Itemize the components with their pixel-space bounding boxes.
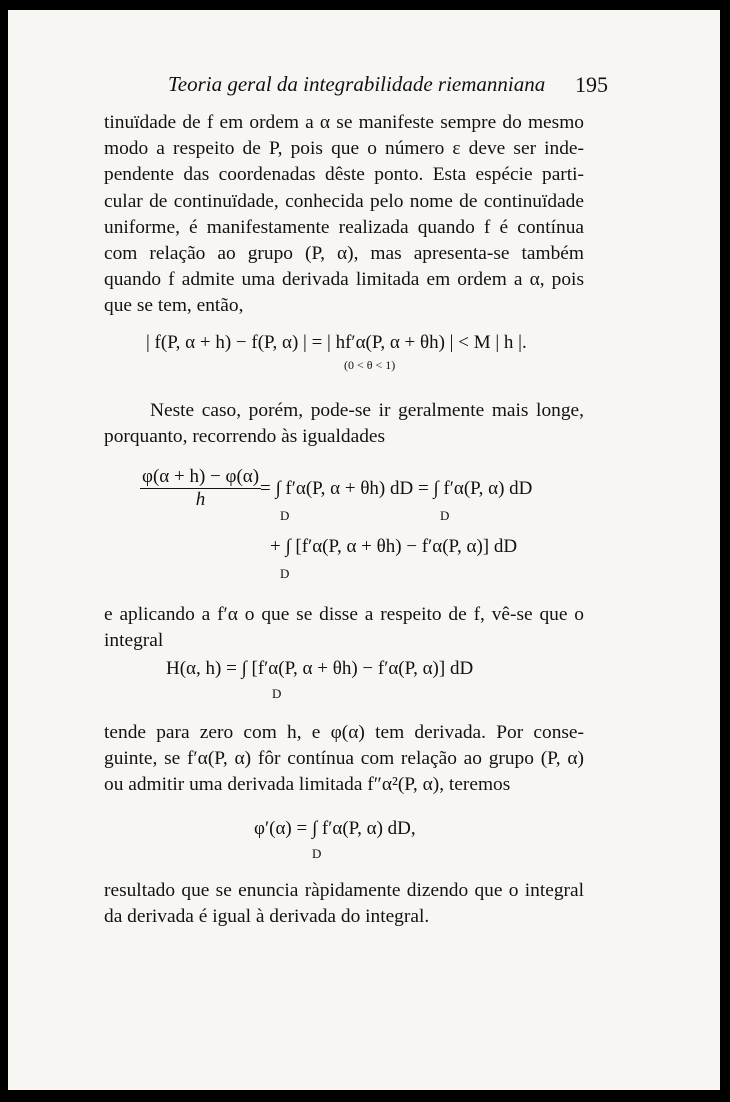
equation-1: | f(P, α + h) − f(P, α) | = | hf′α(P, α + θh) | < M | h |. xyxy=(146,332,527,353)
text-line: tinuïdade de f em ordem a α se manifeste sempre do mesmo xyxy=(104,112,584,133)
text-line: ou admitir uma derivada limitada f″α²(P, α), teremos xyxy=(104,774,511,796)
integral-limit: D xyxy=(312,846,322,861)
equation-3: H(α, h) = ∫ [f′α(P, α + θh) − f′α(P, α)] dD xyxy=(166,658,474,679)
paragraph-3 xyxy=(104,602,584,654)
text-line: modo a respeito de P, pois que o número ε deve ser inde- xyxy=(104,138,584,160)
text-line: que se tem, então, xyxy=(104,295,244,317)
book-page xyxy=(8,10,720,1090)
equation-2-fraction xyxy=(140,466,261,511)
paragraph-4 xyxy=(104,720,584,799)
paragraph-1 xyxy=(104,110,584,320)
text-line: pendente das coordenadas dêste ponto. Esta espécie parti- xyxy=(104,164,584,186)
equation-1-condition: (0 < θ < 1) xyxy=(344,358,396,372)
text-line: tende para zero com h, e φ(α) tem derivada. Por conse- xyxy=(104,722,584,743)
text-line: uniforme, é manifestamente realizada quando f é contínua xyxy=(104,216,584,238)
text-line: resultado que se enuncia ràpidamente dizendo que o integral xyxy=(104,880,584,901)
paragraph-5 xyxy=(104,878,584,930)
running-header xyxy=(168,72,608,97)
text-line: da derivada é igual à derivada do integral. xyxy=(104,906,430,928)
text-line: cular de continuïdade, conhecida pelo nome de continuïdade xyxy=(104,190,584,212)
text-line: com relação ao grupo (P, α), mas apresenta-se também xyxy=(104,243,584,265)
equation-4: φ′(α) = ∫ f′α(P, α) dD, xyxy=(254,818,416,839)
text-line: quando f admite uma derivada limitada em ordem a α, pois xyxy=(104,269,584,291)
text-line: integral xyxy=(104,630,164,652)
page-number: 195 xyxy=(575,72,608,97)
paragraph-2 xyxy=(104,398,584,450)
text-line: Neste caso, porém, pode-se ir geralmente mais longe, xyxy=(150,400,584,421)
running-title: Teoria geral da integrabilidade riemanniana xyxy=(168,72,546,96)
integral-limit: D xyxy=(272,686,282,701)
integral-limit: D xyxy=(280,508,290,523)
text-line: guinte, se f′α(P, α) fôr contínua com relação ao grupo (P, α) xyxy=(104,748,584,770)
text-line: porquanto, recorrendo às igualdades xyxy=(104,426,386,448)
integral-limit: D xyxy=(280,566,290,581)
text-line: e aplicando a f′α o que se disse a respeito de f, vê-se que o xyxy=(104,604,584,625)
integral-limit: D xyxy=(440,508,450,523)
fraction-denominator: h xyxy=(195,489,206,510)
equation-2-line-2: + ∫ [f′α(P, α + θh) − f′α(P, α)] dD xyxy=(270,536,518,557)
fraction-numerator: φ(α + h) − φ(α) xyxy=(142,466,260,487)
equation-2-line-1: = ∫ f′α(P, α + θh) dD = ∫ f′α(P, α) dD xyxy=(260,478,533,499)
